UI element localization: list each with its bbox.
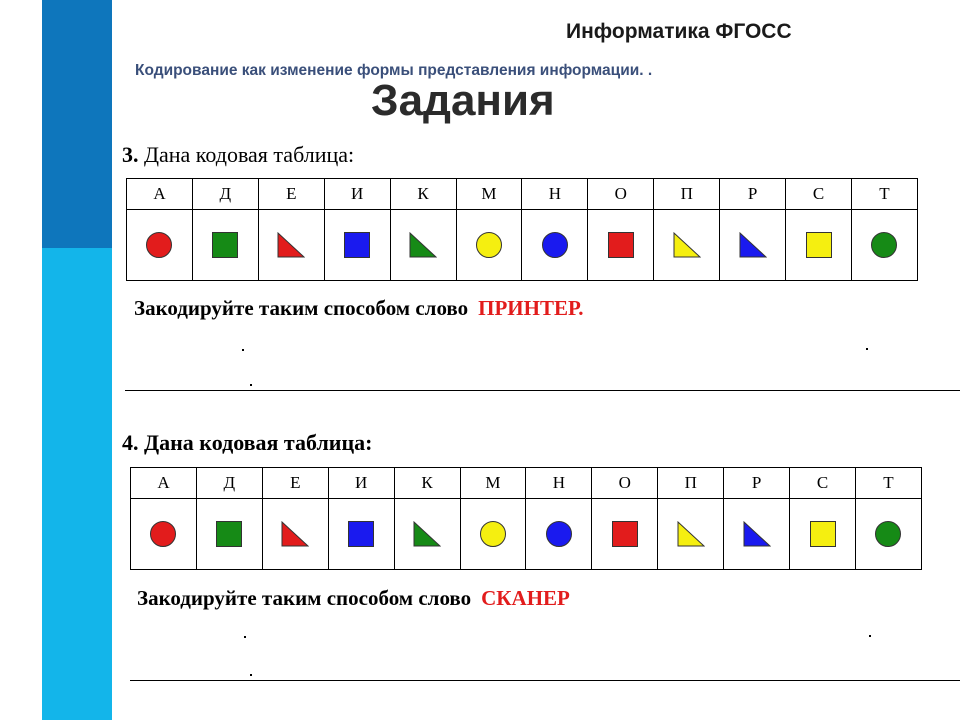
symbol-cell <box>654 210 720 281</box>
answer-line-task-4[interactable] <box>130 680 960 681</box>
task-3-instruction <box>134 296 583 321</box>
letter-cell: Е <box>262 468 328 499</box>
symbol-cell <box>262 499 328 570</box>
letters-row <box>127 179 918 210</box>
instruction-text: Закодируйте таким способом слово <box>134 296 469 320</box>
letter-cell: С <box>786 179 852 210</box>
symbol-cell <box>786 210 852 281</box>
letter-cell: Р <box>724 468 790 499</box>
letter-cell: А <box>131 468 197 499</box>
blue-triangle-icon <box>743 521 771 547</box>
answer-line-task-3[interactable] <box>125 390 960 391</box>
yellow-circle-icon <box>480 521 506 547</box>
symbol-cell <box>592 499 658 570</box>
green-triangle-icon <box>413 521 441 547</box>
letters-row <box>131 468 922 499</box>
symbol-cell <box>131 499 197 570</box>
letter-cell: Д <box>196 468 262 499</box>
code-table-task-4 <box>130 467 922 570</box>
dot-mark <box>869 635 871 637</box>
symbol-cell <box>855 499 921 570</box>
letter-cell: Т <box>851 179 917 210</box>
symbol-cell <box>658 499 724 570</box>
dot-mark <box>250 384 252 386</box>
symbol-cell <box>790 499 856 570</box>
blue-square-icon <box>344 232 370 258</box>
letter-cell: Д <box>192 179 258 210</box>
task-4-instruction <box>137 586 570 611</box>
yellow-circle-icon <box>476 232 502 258</box>
blue-square-icon <box>348 521 374 547</box>
blue-circle-icon <box>542 232 568 258</box>
task-number: 4. <box>122 430 139 455</box>
symbol-cell <box>526 499 592 570</box>
symbol-cell <box>258 210 324 281</box>
task-heading-text: Дана кодовая таблица: <box>144 430 373 455</box>
letter-cell: М <box>456 179 522 210</box>
letter-cell: Т <box>855 468 921 499</box>
letter-cell: И <box>328 468 394 499</box>
red-triangle-icon <box>281 521 309 547</box>
course-title: Информатика ФГОСС <box>566 20 792 43</box>
green-square-icon <box>212 232 238 258</box>
symbol-cell <box>324 210 390 281</box>
letter-cell: К <box>394 468 460 499</box>
word-to-encode: СКАНЕР <box>481 586 570 610</box>
letter-cell: М <box>460 468 526 499</box>
word-to-encode: ПРИНТЕР. <box>478 296 584 320</box>
blue-circle-icon <box>546 521 572 547</box>
yellow-triangle-icon <box>673 232 701 258</box>
symbol-cell <box>724 499 790 570</box>
letter-cell: Н <box>522 179 588 210</box>
red-square-icon <box>612 521 638 547</box>
dot-mark <box>866 348 868 350</box>
blue-triangle-icon <box>739 232 767 258</box>
green-circle-icon <box>875 521 901 547</box>
letter-cell: Е <box>258 179 324 210</box>
lesson-subtitle: Кодирование как изменение формы представления информации. . <box>135 62 653 79</box>
sidebar-light-stripe <box>42 248 112 720</box>
symbol-cell <box>588 210 654 281</box>
letter-cell: К <box>390 179 456 210</box>
dot-mark <box>244 636 246 638</box>
red-triangle-icon <box>277 232 305 258</box>
symbols-row <box>131 499 922 570</box>
letter-cell: О <box>588 179 654 210</box>
symbol-cell <box>720 210 786 281</box>
yellow-triangle-icon <box>677 521 705 547</box>
letter-cell: И <box>324 179 390 210</box>
task-number: 3. <box>122 142 139 167</box>
yellow-square-icon <box>810 521 836 547</box>
yellow-square-icon <box>806 232 832 258</box>
symbols-row <box>127 210 918 281</box>
sidebar-dark-stripe <box>42 0 112 248</box>
symbol-cell <box>460 499 526 570</box>
page-title: Задания <box>371 76 555 125</box>
instruction-text: Закодируйте таким способом слово <box>137 586 472 610</box>
code-table-task-3 <box>126 178 918 281</box>
green-triangle-icon <box>409 232 437 258</box>
letter-cell: О <box>592 468 658 499</box>
letter-cell: С <box>790 468 856 499</box>
letter-cell: А <box>127 179 193 210</box>
green-circle-icon <box>871 232 897 258</box>
symbol-cell <box>328 499 394 570</box>
symbol-cell <box>851 210 917 281</box>
symbol-cell <box>456 210 522 281</box>
task-heading-text: Дана кодовая таблица: <box>144 142 355 167</box>
dot-mark <box>250 674 252 676</box>
red-circle-icon <box>150 521 176 547</box>
task-3-heading <box>122 142 354 168</box>
symbol-cell <box>390 210 456 281</box>
symbol-cell <box>192 210 258 281</box>
red-square-icon <box>608 232 634 258</box>
symbol-cell <box>394 499 460 570</box>
symbol-cell <box>522 210 588 281</box>
letter-cell: П <box>654 179 720 210</box>
letter-cell: Н <box>526 468 592 499</box>
dot-mark <box>242 349 244 351</box>
letter-cell: Р <box>720 179 786 210</box>
green-square-icon <box>216 521 242 547</box>
letter-cell: П <box>658 468 724 499</box>
task-4-heading <box>122 430 372 456</box>
symbol-cell <box>196 499 262 570</box>
red-circle-icon <box>146 232 172 258</box>
symbol-cell <box>127 210 193 281</box>
